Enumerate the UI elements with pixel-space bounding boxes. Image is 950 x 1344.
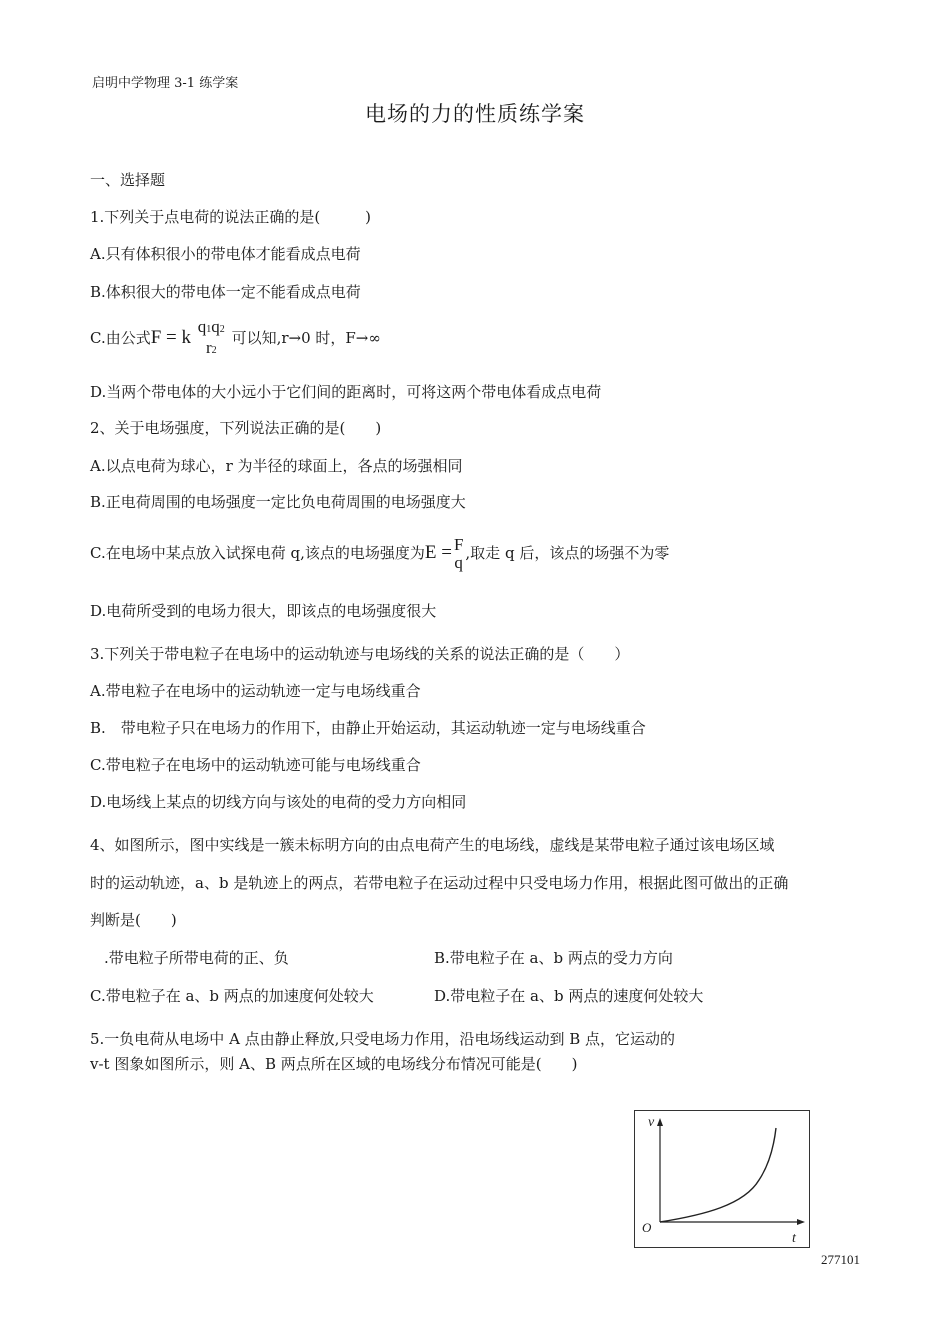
coulomb-q2: q bbox=[211, 317, 220, 336]
q4-option-a: .带电粒子所带电荷的正、负 bbox=[104, 949, 289, 967]
q4-option-c: C.带电粒子在 a、b 两点的加速度何处较大 bbox=[90, 987, 374, 1005]
v-axis-label: v bbox=[648, 1115, 655, 1130]
q4-stem-line2: 时的运动轨迹，a、b 是轨迹上的两点，若带电粒子在运动过程中只受电场力作用，根据此图可做出的正确 bbox=[90, 874, 789, 892]
field-F: F bbox=[453, 535, 464, 554]
q1-option-b: B.体积很大的带电体一定不能看成点电荷 bbox=[90, 283, 361, 301]
q2-option-b: B.正电荷周围的电场强度一定比负电荷周围的电场强度大 bbox=[90, 493, 466, 511]
field-q: q bbox=[454, 553, 463, 572]
q3-stem: 3.下列关于带电粒子在电场中的运动轨迹与电场线的关系的说法正确的是（ ） bbox=[90, 645, 630, 663]
v-axis-arrow-icon bbox=[657, 1118, 663, 1126]
q5-stem-line1: 5.一负电荷从电场中 A 点由静止释放,只受电场力作用，沿电场线运动到 B 点，它运动的 bbox=[90, 1030, 676, 1048]
coulomb-r: r bbox=[205, 338, 212, 357]
t-axis-label: t bbox=[792, 1231, 796, 1246]
q2-c-suffix: ,取走 q 后，该点的场强不为零 bbox=[465, 544, 670, 562]
vt-curve bbox=[660, 1128, 776, 1222]
header-note: 启明中学物理 3-1 练学案 bbox=[92, 76, 239, 91]
q1-option-c bbox=[90, 318, 381, 360]
q2-c-prefix: C.在电场中某点放入试探电荷 q,该点的电场强度为 bbox=[90, 544, 425, 562]
q4-stem-line3: 判断是( ) bbox=[90, 911, 177, 929]
coulomb-q1: q bbox=[197, 317, 207, 336]
q3-option-a: A.带电粒子在电场中的运动轨迹一定与电场线重合 bbox=[90, 682, 421, 700]
coulomb-q2-sub: 2 bbox=[219, 324, 225, 335]
q3-option-c: C.带电粒子在电场中的运动轨迹可能与电场线重合 bbox=[90, 756, 421, 774]
field-fraction bbox=[454, 536, 463, 572]
figure-code: 277101 bbox=[821, 1252, 860, 1267]
q1-c-suffix: 可以知,r→0 时，F→∞ bbox=[231, 329, 381, 347]
t-axis-arrow-icon bbox=[797, 1219, 805, 1225]
q2-option-d: D.电荷所受到的电场力很大，即该点的电场强度很大 bbox=[90, 602, 437, 620]
q2-stem: 2、关于电场强度，下列说法正确的是( ) bbox=[90, 419, 382, 437]
coulomb-q1-sub: 1 bbox=[206, 324, 212, 335]
q1-stem: 1.下列关于点电荷的说法正确的是( ) bbox=[90, 208, 372, 226]
vt-graph bbox=[634, 1110, 810, 1248]
field-formula-lhs: E = bbox=[424, 542, 452, 563]
q2-option-c bbox=[90, 533, 669, 573]
q2-option-a: A.以点电荷为球心，r 为半径的球面上，各点的场强相同 bbox=[90, 457, 463, 475]
q1-option-d: D.当两个带电体的大小远小于它们间的距离时，可将这两个带电体看成点电荷 bbox=[90, 383, 602, 401]
coulomb-r-sup: 2 bbox=[211, 345, 217, 356]
q1-option-a: A.只有体积很小的带电体才能看成点电荷 bbox=[90, 245, 361, 263]
coulomb-fraction bbox=[198, 318, 225, 360]
q1-c-prefix: C.由公式 bbox=[90, 329, 151, 347]
origin-label: O bbox=[642, 1220, 652, 1235]
coulomb-formula-lhs: F = k bbox=[150, 327, 192, 348]
q5-stem-line2: v-t 图象如图所示，则 A、B 两点所在区域的电场线分布情况可能是( ) bbox=[90, 1055, 578, 1073]
q4-option-d: D.带电粒子在 a、b 两点的速度何处较大 bbox=[434, 987, 704, 1005]
q3-option-d: D.电场线上某点的切线方向与该处的电荷的受力方向相同 bbox=[90, 793, 467, 811]
q3-option-b: B. 带电粒子只在电场力的作用下，由静止开始运动，其运动轨迹一定与电场线重合 bbox=[90, 719, 646, 737]
page-title: 电场的力的性质练学案 bbox=[365, 102, 585, 126]
section-heading: 一、选择题 bbox=[90, 171, 166, 189]
q4-stem-line1: 4、如图所示，图中实线是一簇未标明方向的由点电荷产生的电场线，虚线是某带电粒子通过该电场区域 bbox=[90, 836, 775, 854]
graph-frame bbox=[635, 1111, 810, 1248]
q4-option-b: B.带电粒子在 a、b 两点的受力方向 bbox=[434, 949, 673, 967]
